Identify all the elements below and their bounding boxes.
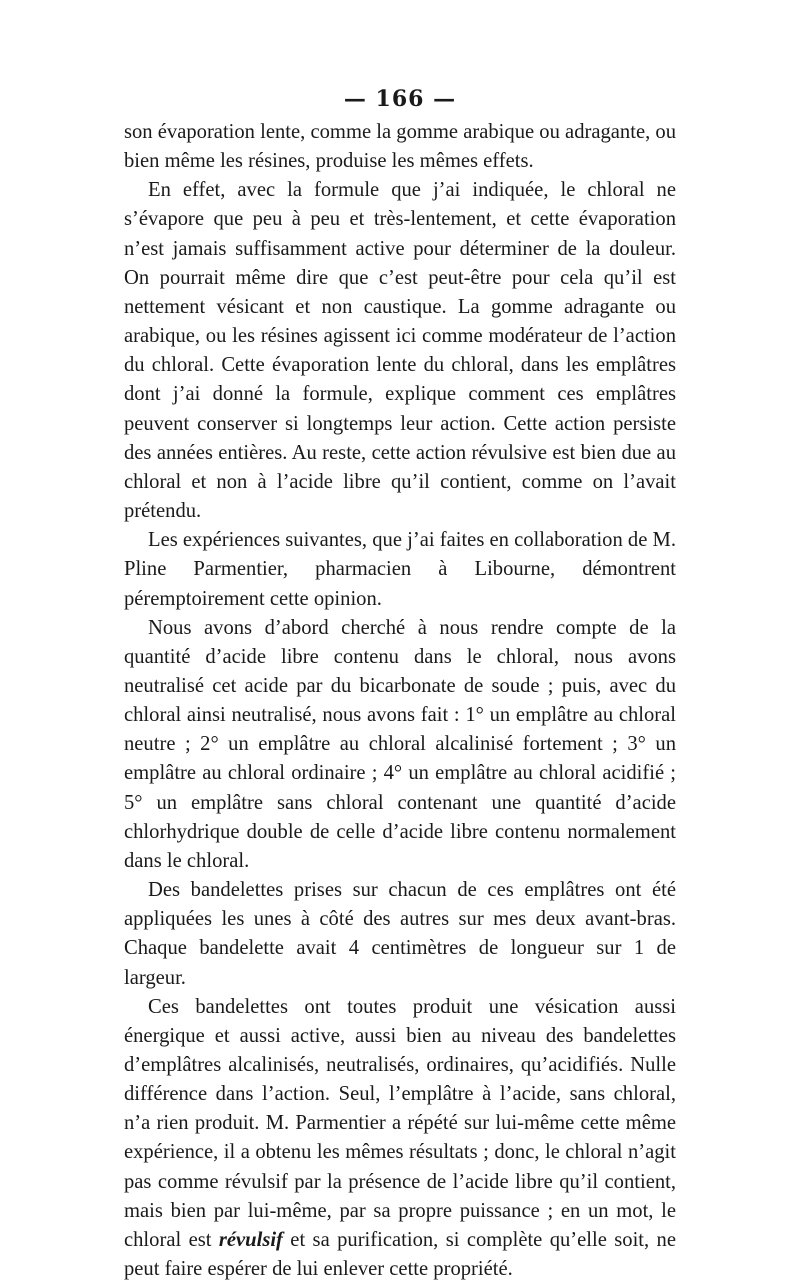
- body-text: [124, 118, 676, 1284]
- paragraph-4: Nous avons d’abord cherché à nous rendre compte de la quantité d’acide libre contenu dans le chloral, nous avons neutralisé cet acide par du bicarbonate de soude ; puis, avec du chloral ainsi neutralisé, nous avons fait : 1° un emplâtre au chloral neutre ; 2° un emplâtre au chloral alcalinisé fortement ; 3° un emplâtre au chloral ordinaire ; 4° un emplâtre au chloral acidifié ; 5° un emplâtre sans chloral contenant une quantité d’acide chlorhydrique double de celle d’acide libre contenu normalement dans le chloral.: [124, 616, 676, 872]
- paragraph-1: son évaporation lente, comme la gomme arabique ou adragante, ou bien même les résines, produise les mêmes effets.: [124, 121, 676, 173]
- page-number: — 166 —: [343, 86, 457, 112]
- paragraph-6-text-before: Ces bandelettes ont toutes produit une vésication aussi énergique et aussi active, aussi bien au niveau des bandelettes d’emplâtres alcalinisés, neutralisés, ordinaires, qu’acidifiés. Nulle différence dans l’action. Seul, l’emplâtre à l’acide, sans chloral, n’a rien produit. M. Parmentier a répété sur lui-même cette même expérience, il a obtenu les mêmes résultats ; donc, le chloral n’agit pas comme révulsif par la présence de l’acide libre qu’il contient, mais bien par lui-même, par sa propre puissance ; en un mot, le chloral est: [124, 995, 676, 1251]
- paragraph-3: Les expériences suivantes, que j’ai faites en collaboration de M. Pline Parmentier, pharmacien à Libourne, démontrent péremptoirement cette opinion.: [124, 529, 676, 610]
- paragraph-2: En effet, avec la formule que j’ai indiquée, le chloral ne s’évapore que peu à peu et très-lentement, et cette évaporation n’est jamais suffisamment active pour déterminer de la douleur. On pourrait même dire que c’est peut-être pour cela qu’il est nettement vésicant et non caustique. La gomme adragante ou arabique, ou les résines agissent ici comme modérateur de l’action du chloral. Cette évaporation lente du chloral, dans les emplâtres dont j’ai donné la formule, explique comment ces emplâtres peuvent conserver si longtemps leur action. Cette action persiste des années entières. Au reste, cette action révulsive est bien due au chloral et non à l’acide libre qu’il contient, comme on l’avait prétendu.: [124, 179, 676, 523]
- emphasis-revulsif: révulsif: [218, 1228, 283, 1251]
- paragraph-6: [124, 993, 676, 1284]
- paragraph-6-text-after: et sa purification, si complète qu’elle soit, ne peut faire espérer de lui enlever cette propriété.: [124, 1228, 676, 1281]
- paragraph-5: Des bandelettes prises sur chacun de ces emplâtres ont été appliquées les unes à côté des autres sur mes deux avant-bras. Chaque bandelette avait 4 centimètres de longueur sur 1 de largeur.: [124, 879, 676, 989]
